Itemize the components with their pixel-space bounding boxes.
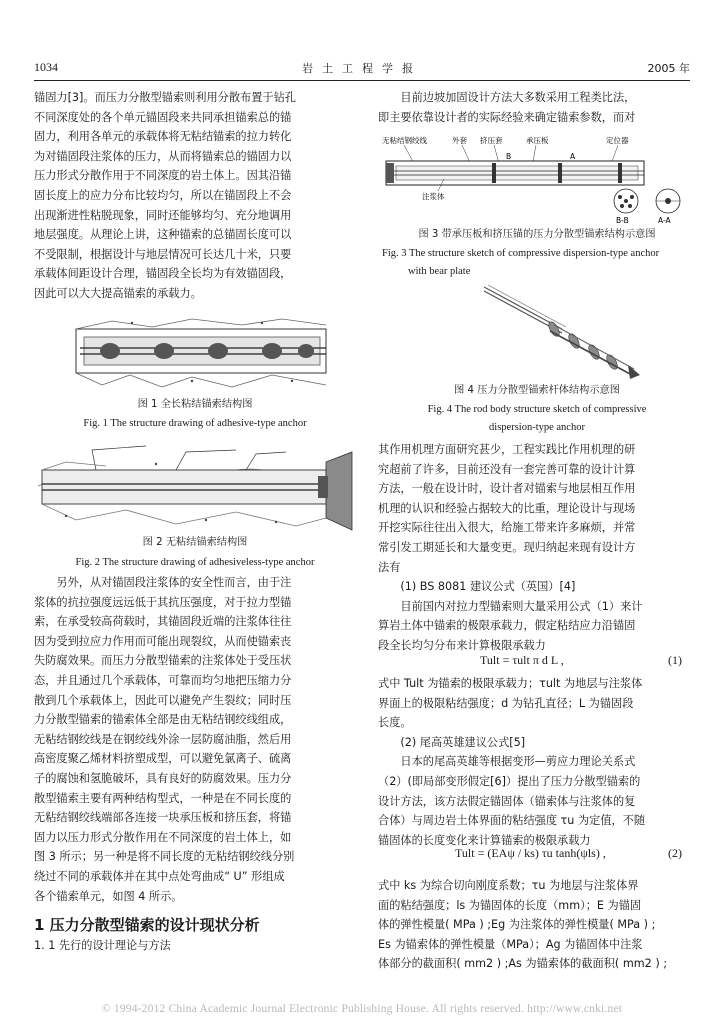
text-line: 不受限制，根据设计与地层情况可长达几十米，只要 xyxy=(34,247,292,261)
fig3-label-sleeve: 外套 xyxy=(452,136,467,145)
text-line: 散型锚索主要有两种结构型式，一种是在不同长度的 xyxy=(34,791,292,805)
right-para-3 xyxy=(378,674,690,850)
text-line: 出现渐进性粘脱现象，同时还能够均匀、充分地调用 xyxy=(34,208,292,222)
text-line: 体的弹性模量( MPa ) ;Eg 为注浆体的弹性模量( MPa ) ; xyxy=(378,918,656,932)
method-1-title: (1) BS 8081 建议公式（英国）[4] xyxy=(400,580,576,594)
text-line: 目前国内对拉力型锚索则大量采用公式（1）来计 xyxy=(400,599,643,613)
text-line: 固长度上的应力分布比较均匀，所以在锚固段上不会 xyxy=(34,188,292,202)
text-line: 究超前了许多，目前还没有一套完善可靠的设计计算 xyxy=(378,462,636,476)
copyright-footer: © 1994-2012 China Academic Journal Electronic Publishing House. All rights reserved. http://www.cnki.net xyxy=(101,1003,623,1015)
figure-3-caption-cn: 图 3 带承压板和挤压锚的压力分散型锚索结构示意图 xyxy=(418,229,656,240)
text-line: 法有 xyxy=(378,560,401,574)
figure-3-caption-en-1: Fig. 3 The structure sketch of compressive dispersion-type anchor xyxy=(382,248,660,259)
equation-1-number: (1) xyxy=(668,653,682,667)
text-line: 日本的尾高英雄等根据变形—剪应力理论关系式 xyxy=(400,755,636,769)
text-line: 为对锚固段注浆体的压力，从而将锚索总的锚固力以 xyxy=(34,149,292,163)
text-line: 即主要依靠设计者的实际经验来确定锚索参数，而对 xyxy=(378,110,636,124)
figure-4-caption-en-2: dispersion-type anchor xyxy=(489,422,585,433)
text-line: 索，在承受较高荷载时，其锚固段近端的注浆体往往 xyxy=(34,615,292,629)
text-line: 式中 Tult 为锚索的极限承载力；τult 为地层与注浆体 xyxy=(378,677,643,690)
text-line: 目前边坡加固设计方法大多数采用工程类比法， xyxy=(400,91,636,104)
text-line: 合体）与周边岩土体界面的粘结强度 τu 为定值，不随 xyxy=(378,814,646,828)
text-line: 面的粘结强度；ls 为锚固体的长度（mm）；E 为锚固 xyxy=(378,898,642,912)
text-line: Es 为锚索体的弹性模量（MPa）；Ag 为锚固体中注浆 xyxy=(378,937,643,951)
text-line: 另外，从对锚固段注浆体的安全性而言，由于注 xyxy=(56,576,292,589)
text-line: 力分散型锚索的锚索体全部是由无粘结钢绞线组成， xyxy=(34,713,292,727)
text-line: 方法，一般在设计时，设计者对锚索与地层相互作用 xyxy=(378,482,636,496)
journal-title: 岩土工程学报 xyxy=(302,62,422,75)
fig3-label-plate: 承压板 xyxy=(526,136,549,145)
fig3-label-grout: 注浆体 xyxy=(422,192,445,201)
equation-2: Tult = (EAψ / ks) τu tanh(ψls) , xyxy=(455,846,606,860)
page-header xyxy=(34,60,690,80)
text-line: 其作用机理方面研究甚少，工程实践比作用机理的研 xyxy=(378,443,636,456)
text-line: 段全长均匀分布来计算极限承载力 xyxy=(378,638,546,652)
figure-3-compressive-anchor xyxy=(382,133,688,225)
text-line: 因此可以大大提高锚索的承载力。 xyxy=(34,286,202,300)
text-line: （2）(即局部变形假定[6]）提出了压力分散型锚索的 xyxy=(378,774,641,788)
figure-4-caption-en-1: Fig. 4 The rod body structure sketch of compressive xyxy=(427,404,647,415)
text-line: 体部分的截面积( mm2 ) ;As 为锚索体的截面积( mm2 ) ; xyxy=(378,957,668,971)
text-line: 算岩土体中锚索的极限承载力，假定粘结应力沿锚固 xyxy=(378,619,636,633)
section-heading: 1 压力分散型锚索的设计现状分析 xyxy=(34,916,260,934)
text-line: 机理的认识和经验占据较大的比重，理论设计与现场 xyxy=(378,501,636,515)
text-line: 无粘结钢绞线端部各连接一块承压板和挤压套，将锚 xyxy=(34,811,292,825)
text-line: 高密度聚乙烯材料挤塑成型，可以避免氯离子、硫离 xyxy=(34,752,292,766)
text-line: 式中 ks 为综合切向刚度系数；τu 为地层与注浆体界 xyxy=(378,879,639,892)
figure-4-caption-cn: 图 4 压力分散型锚索杆体结构示意图 xyxy=(454,385,620,396)
text-line: 锚固体的长度变化来计算锚索的极限承载力 xyxy=(378,833,591,847)
text-line: 承载体间距设计合理，锚固段全长均为有效锚固段， xyxy=(34,267,292,281)
equation-2-number: (2) xyxy=(668,846,682,860)
text-line: 图 3 所示；另一种是将不同长度的无粘结钢绞线分别 xyxy=(34,850,295,864)
fig3-label-a: A xyxy=(570,152,576,161)
fig3-label-section-b: B-B xyxy=(616,216,629,225)
text-line: 无粘结钢绞线是在钢绞线外涂一层防腐油脂，然后用 xyxy=(34,732,292,746)
text-line: 锚固力[3]。而压力分散型锚索则利用分散布置于钻孔 xyxy=(34,91,296,104)
text-line: 散到几个承载体上，因此可以避免产生裂纹；同时压 xyxy=(34,693,292,707)
text-line: 浆体的抗拉强度远远低于其抗压强度，对于拉力型锚 xyxy=(34,595,292,609)
figure-1-caption-cn: 图 1 全长粘结锚索结构图 xyxy=(137,399,253,410)
subsection-heading: 1. 1 先行的设计理论与方法 xyxy=(34,939,171,952)
left-para-1 xyxy=(34,88,356,304)
fig3-label-strand: 无粘结钢绞线 xyxy=(382,136,427,145)
equation-1: Tult = τult π d L , xyxy=(480,653,564,667)
figure-3-caption-en-2: with bear plate xyxy=(408,266,471,277)
text-line: 常引发工期延长和大量变更。现归纳起来现有设计方 xyxy=(378,540,636,554)
text-line: 界面上的极限粘结强度；d 为钻孔直径；L 为锚固段 xyxy=(378,696,634,710)
fig3-label-locator: 定位器 xyxy=(606,136,629,145)
figure-1-caption-en: Fig. 1 The structure drawing of adhesive-type anchor xyxy=(83,418,307,429)
text-line: 子的腐蚀和氢脆破坏，具有良好的防腐效果。压力分 xyxy=(34,771,292,785)
text-line: 不同深度处的各个单元锚固段来共同承担锚索总的锚 xyxy=(34,110,292,124)
figure-1-adhesive-anchor xyxy=(72,315,330,395)
fig3-label-squeeze: 挤压套 xyxy=(480,136,503,145)
text-line: 态，并且通过几个承载体，可靠而均匀地把压缩力分 xyxy=(34,673,292,687)
text-line: 固力，利用各单元的承载体将无粘结锚索的拉力转化 xyxy=(34,130,292,144)
fig3-label-section-a: A-A xyxy=(658,216,671,225)
figure-2-caption-cn: 图 2 无粘结锚索结构图 xyxy=(142,537,248,548)
publication-year: 2005 年 xyxy=(647,62,690,75)
text-line: 长度。 xyxy=(378,716,412,730)
method-2-title: (2) 尾高英雄建议公式[5] xyxy=(400,735,526,749)
text-line: 开挖实际往往出入很大，给施工带来许多麻烦，并常 xyxy=(378,521,636,535)
text-line: 绕过不同的承载体并在其中点处弯曲成“ U” 形组成 xyxy=(34,869,285,883)
left-para-2 xyxy=(34,573,356,906)
right-para-4 xyxy=(378,876,690,974)
right-para-2 xyxy=(378,440,690,656)
text-line: 设计方法，该方法假定锚固体（锚索体与注浆体的复 xyxy=(378,794,636,808)
text-line: 因为受到拉应力作用而可能出现裂纹，从而使锚索丧 xyxy=(34,634,292,648)
fig3-label-b: B xyxy=(506,152,512,161)
text-line: 固力以压力形式分散作用在不同深度的岩土体上，如 xyxy=(34,830,292,844)
text-line: 地层强度。从理论上讲，这种锚索的总锚固长度可以 xyxy=(34,228,292,242)
page-number: 1034 xyxy=(34,60,58,74)
figure-4-rod-body xyxy=(482,283,642,381)
text-line: 失防腐效果。而压力分散型锚索的注浆体处于受压状 xyxy=(34,654,292,668)
figure-2-caption-en: Fig. 2 The structure drawing of adhesiveless-type anchor xyxy=(75,557,315,568)
figure-2-adhesiveless-anchor xyxy=(36,440,354,534)
text-line: 压力形式分散作用于不同深度的岩土体上。因其沿锚 xyxy=(34,169,292,183)
header-rule xyxy=(34,80,690,81)
right-para-1 xyxy=(378,88,690,127)
text-line: 各个锚索单元，如图 4 所示。 xyxy=(34,889,183,903)
